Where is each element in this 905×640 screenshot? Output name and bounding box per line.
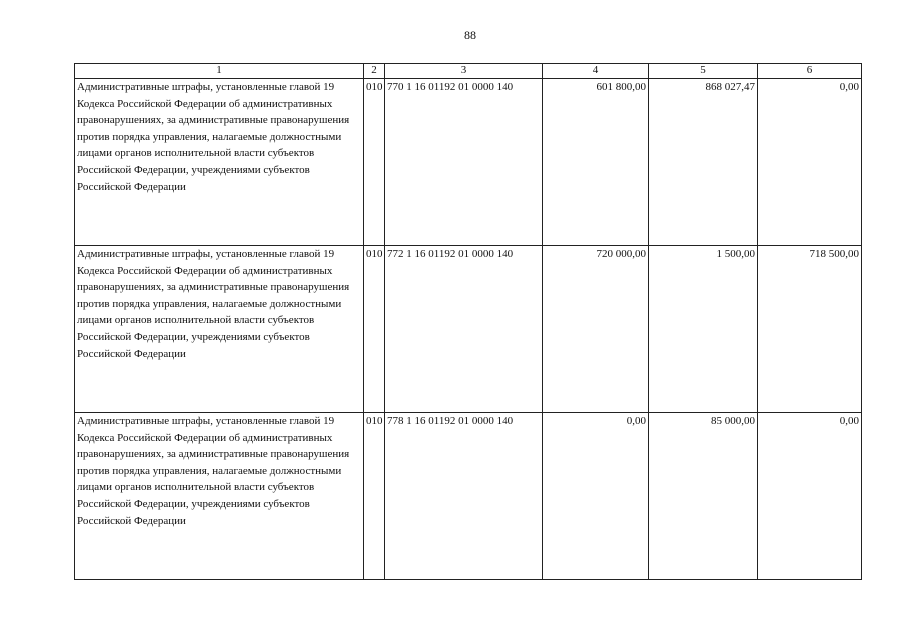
column-header-3: 3 — [385, 64, 543, 79]
column-header-4: 4 — [543, 64, 649, 79]
column-header-2: 2 — [364, 64, 385, 79]
row-col4-cell: 0,00 — [543, 413, 649, 580]
row-col5-cell: 868 027,47 — [649, 79, 758, 246]
column-header-6: 6 — [758, 64, 862, 79]
table-row — [75, 246, 862, 413]
row-kbk-cell: 770 1 16 01192 01 0000 140 — [385, 79, 543, 246]
row-col4-cell: 720 000,00 — [543, 246, 649, 413]
column-header-1: 1 — [75, 64, 364, 79]
row-col5-cell: 1 500,00 — [649, 246, 758, 413]
row-name-cell: Административные штрафы, установленные главой 19 Кодекса Российской Федерации об административных правонарушениях, за административные правонарушения против порядка управления, налагаемые должностными лицами органов исполнительной власти субъектов Российской Федерации, учреждениями субъектов Российской Федерации — [75, 246, 364, 413]
row-kbk-cell: 772 1 16 01192 01 0000 140 — [385, 246, 543, 413]
row-name-cell: Административные штрафы, установленные главой 19 Кодекса Российской Федерации об административных правонарушениях, за административные правонарушения против порядка управления, налагаемые должностными лицами органов исполнительной власти субъектов Российской Федерации, учреждениями субъектов Российской Федерации — [75, 413, 364, 580]
row-col6-cell: 718 500,00 — [758, 246, 862, 413]
row-code-cell: 010 — [364, 413, 385, 580]
page-number: 88 — [464, 28, 476, 42]
row-col6-cell: 0,00 — [758, 79, 862, 246]
table-row — [75, 79, 862, 246]
row-name-cell: Административные штрафы, установленные главой 19 Кодекса Российской Федерации об административных правонарушениях, за административные правонарушения против порядка управления, налагаемые должностными лицами органов исполнительной власти субъектов Российской Федерации, учреждениями субъектов Российской Федерации — [75, 79, 364, 246]
row-code-cell: 010 — [364, 246, 385, 413]
column-header-5: 5 — [649, 64, 758, 79]
table-row — [75, 413, 862, 580]
report-table — [74, 63, 862, 580]
row-kbk-cell: 778 1 16 01192 01 0000 140 — [385, 413, 543, 580]
row-col6-cell: 0,00 — [758, 413, 862, 580]
table-header-row — [75, 64, 862, 79]
row-col5-cell: 85 000,00 — [649, 413, 758, 580]
row-code-cell: 010 — [364, 79, 385, 246]
row-col4-cell: 601 800,00 — [543, 79, 649, 246]
